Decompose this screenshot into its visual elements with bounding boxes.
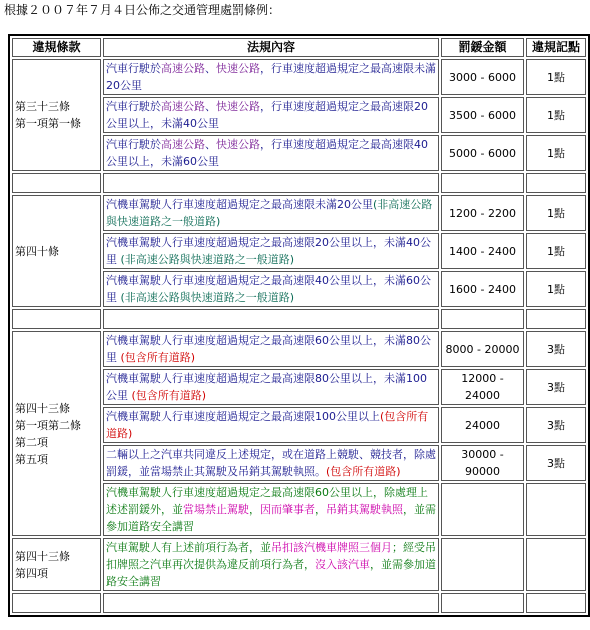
article-line: 第四十三條 [15, 549, 70, 563]
penalty-points-cell: 3點 [526, 445, 586, 481]
regulation-text-segment: ， [315, 503, 326, 516]
traffic-penalty-table [8, 34, 590, 617]
table-row [12, 195, 586, 231]
table-row [12, 538, 586, 591]
fine-amount-cell: 1400 - 2400 [441, 233, 524, 269]
regulation-text-segment: 高速公路 [161, 100, 205, 113]
fine-amount-cell: 1600 - 2400 [441, 271, 524, 307]
article-line: 第四項 [15, 566, 48, 580]
penalty-points-cell: 1點 [526, 135, 586, 171]
regulation-text-segment: ；經受吊扣牌照之汽車再次提供為違反前項行為者， [106, 541, 436, 571]
fine-amount-cell: 3500 - 6000 [441, 97, 524, 133]
regulation-text-segment: ，行車速度超過規定之最高速限40公里以上，未滿60公里 [106, 138, 428, 168]
spacer-row [12, 173, 586, 193]
regulation-text-segment: 吊銷其駕駛執照 [326, 503, 403, 516]
regulation-text-segment: 汽機車駕駛人行車速度超過規定之最高速限80公里以上，未滿100公里 [106, 372, 427, 402]
regulation-text-segment: (非高速公路與快速道路之一般道路) [120, 291, 295, 304]
regulation-text-segment: 吊扣該汽機車牌照三個月 [271, 541, 392, 554]
fine-amount-cell: 1200 - 2200 [441, 195, 524, 231]
penalty-points-cell: 3點 [526, 407, 586, 443]
regulation-content-cell [103, 538, 439, 591]
article-line: 第四十三條 [15, 401, 70, 415]
article-line: 第一項第一條 [15, 117, 81, 130]
group-article-43-speed [12, 331, 586, 536]
article-line: 第一項第二條 [15, 418, 81, 432]
group-article-40 [12, 195, 586, 307]
penalty-points-cell: 1點 [526, 59, 586, 95]
regulation-content-cell [103, 195, 439, 231]
regulation-text-segment: 汽機車駕駛人行車速度超過規定之最高速限未滿20公里 [106, 198, 373, 211]
fine-amount-cell: 5000 - 6000 [441, 135, 524, 171]
fine-amount-cell: 24000 [441, 407, 524, 443]
penalty-points-cell [526, 483, 586, 536]
penalty-points-cell: 3點 [526, 369, 586, 405]
regulation-content-cell [103, 331, 439, 367]
regulation-content-cell [103, 445, 439, 481]
regulation-text-segment: (包含所有道路) [326, 465, 401, 478]
regulation-text-segment: 汽機車駕駛人行車速度超過規定之最高速限60公里以上，未滿80公里 [106, 334, 431, 364]
regulation-text-segment: 因而肇事者 [260, 503, 315, 516]
article-line: 第四十條 [15, 244, 59, 258]
penalty-points-cell: 3點 [526, 331, 586, 367]
fine-amount-cell [441, 483, 524, 536]
regulation-content-cell [103, 97, 439, 133]
regulation-text-segment: 、 [205, 138, 216, 151]
regulation-text-segment: 汽車行駛於 [106, 138, 161, 151]
table-row [12, 59, 586, 95]
regulation-text-segment: 、 [205, 100, 216, 113]
regulation-content-cell [103, 483, 439, 536]
header-penalty-points: 違規記點 [526, 38, 586, 57]
regulation-text-segment: 汽機車駕駛人行車速度超過規定之最高速限60公里以上，除處理上述述罰鍰外，並 [106, 486, 428, 516]
regulation-content-cell [103, 59, 439, 95]
header-regulation-content: 法規內容 [103, 38, 439, 57]
regulation-text-segment: (非高速公路與快速道路之一般道路) [120, 253, 295, 266]
penalty-points-cell: 1點 [526, 195, 586, 231]
regulation-text-segment: (包含所有道路) [131, 389, 207, 402]
spacer-row [12, 593, 586, 613]
regulation-text-segment: 高速公路 [161, 138, 205, 151]
fine-amount-cell: 8000 - 20000 [441, 331, 524, 367]
regulation-text-segment: (包含所有道路) [120, 351, 196, 364]
fine-amount-cell: 12000 - 24000 [441, 369, 524, 405]
regulation-text-segment: 汽車行駛於 [106, 62, 161, 75]
spacer-row [12, 309, 586, 329]
article-line: 第五項 [15, 452, 48, 466]
regulation-content-cell [103, 233, 439, 269]
fine-amount-cell [441, 538, 524, 591]
regulation-text-segment: 汽機車駕駛人行車速度超過規定之最高速限100公里以上 [106, 410, 380, 423]
regulation-text-segment: 汽機車駕駛人行車速度超過規定之最高速限40公里以上，未滿60公里 [106, 274, 431, 304]
article-line: 第三十三條 [15, 100, 70, 113]
regulation-text-segment: 二輛以上之汽車共同違反上述規定，或在道路上競駛、競技者，除處罰鍰，並當場禁止其駕駛及吊銷其駕駛執照。 [106, 448, 436, 478]
regulation-text-segment: 汽車駕駛人有上述前項行為者，並 [106, 541, 271, 554]
regulation-text-segment: ，並需參加道路安全講習 [106, 558, 436, 588]
regulation-text-segment: ，並需參加道路安全講習 [106, 503, 436, 533]
regulation-content-cell [103, 135, 439, 171]
table-row [12, 331, 586, 367]
regulation-text-segment: (包含所有道路) [106, 410, 429, 440]
header-row [12, 38, 586, 57]
regulation-text-segment: 快速公路 [216, 100, 260, 113]
group-article-43-item4 [12, 538, 586, 591]
regulation-text-segment: 快速公路 [216, 138, 260, 151]
regulation-text-segment: 汽機車駕駛人行車速度超過規定之最高速限20公里以上，未滿40公里 [106, 236, 431, 266]
regulation-text-segment: 汽車行駛於 [106, 100, 161, 113]
intro-text: 根據２００７年７月４日公佈之交通管理處罰條例： [4, 3, 281, 17]
regulation-content-cell [103, 407, 439, 443]
header-violation-article: 違規條款 [12, 38, 101, 57]
violation-article-cell [12, 195, 101, 307]
article-line: 第二項 [15, 435, 48, 449]
header-fine-amount: 罰鍰金額 [441, 38, 524, 57]
violation-article-cell [12, 538, 101, 591]
penalty-points-cell: 1點 [526, 271, 586, 307]
regulation-text-segment: 當場禁止駕駛 [183, 503, 249, 516]
regulation-text-segment: ，行車速度超過規定之最高速限20公里以上，未滿40公里 [106, 100, 428, 130]
fine-amount-cell: 3000 - 6000 [441, 59, 524, 95]
regulation-text-segment: 高速公路 [161, 62, 205, 75]
regulation-text-segment: ，行車速度超過規定之最高速限未滿20公里 [106, 62, 436, 92]
violation-article-cell [12, 331, 101, 536]
fine-amount-cell: 30000 - 90000 [441, 445, 524, 481]
regulation-text-segment: 、 [205, 62, 216, 75]
regulation-content-cell [103, 369, 439, 405]
regulation-text-segment: 沒入該汽車 [315, 558, 370, 571]
penalty-points-cell: 1點 [526, 97, 586, 133]
group-article-33 [12, 59, 586, 171]
penalty-points-cell [526, 538, 586, 591]
regulation-text-segment: (非高速公路與快速道路之一般道路) [106, 198, 433, 228]
violation-article-cell [12, 59, 101, 171]
regulation-text-segment: ， [249, 503, 260, 516]
regulation-content-cell [103, 271, 439, 307]
penalty-points-cell: 1點 [526, 233, 586, 269]
regulation-text-segment: 快速公路 [216, 62, 260, 75]
